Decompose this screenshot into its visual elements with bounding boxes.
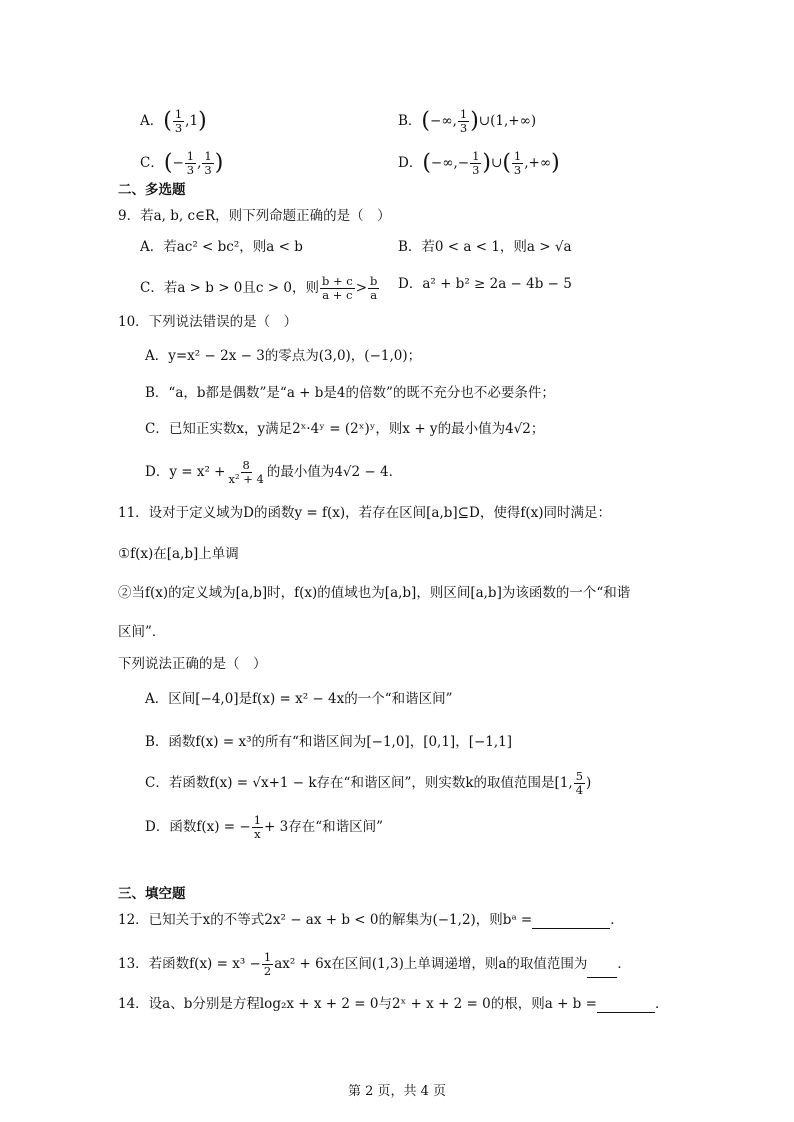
section-title-fill-in: 三、填空题 — [118, 886, 186, 902]
page-footer: 第 2 页，共 4 页 — [347, 1084, 447, 1099]
q9-option-b: B．若0 < a < 1，则a > √a — [398, 239, 572, 255]
fraction: $\frac{1}{3}$ — [204, 149, 212, 177]
q11-stem: 11．设对于定义域为D的函数y = f(x)，若存在区间[a,b]⊆D，使得f(x)同时满足： — [118, 505, 611, 521]
fraction: $\frac{1}{2}$ — [263, 950, 272, 978]
q11-option-c: C．若函数f(x) = √x+1 − k存在“和谐区间”，则实数k的取值范围是[1, $\frac{5}{4}$ ) — [145, 769, 592, 797]
q9-option-a: A．若ac² < bc²，则a < b — [140, 239, 303, 255]
fraction: $\frac{1}{3}$ — [186, 149, 195, 177]
q9-option-c: C．若a > b > 0且c > 0，则 $\frac{b + c}{a + c}$ > $\frac{b}{a}$ — [140, 274, 378, 302]
q10-stem: 10．下列说法错误的是（ ） — [118, 314, 298, 330]
q8-option-a: A．( $\frac{1}{3}$ ,1) — [140, 107, 207, 135]
fraction: $\frac{1}{3}$ — [472, 149, 480, 177]
fraction: $\frac{1}{3}$ — [513, 149, 522, 177]
fraction: $\frac{8}{\text{x² + 4}}$ — [228, 458, 264, 486]
q10-option-d: D．y = x² + $\frac{8}{\text{x² + 4}}$ 的最小值为4√2 − 4． — [145, 458, 403, 486]
answer-blank[interactable] — [587, 963, 617, 978]
q8-option-c: C．(− $\frac{1}{3}$ , $\frac{1}{3}$ ) — [140, 149, 224, 177]
answer-blank[interactable] — [532, 914, 610, 929]
q13: 13．若函数f(x) = x³ − $\frac{1}{2}$ ax² + 6x在区间(1,3)上单调递增，则a的取值范围为 ． — [118, 950, 631, 978]
q10-option-a: A．y=x² − 2x − 3的零点为(3,0)，(−1,0)； — [145, 348, 422, 364]
q8-option-b: B．(−∞, $\frac{1}{3}$ )∪(1,+∞) — [398, 107, 537, 135]
section-title-multiple-choice: 二、多选题 — [118, 182, 186, 198]
q11-condition-2-cont: 区间”． — [118, 624, 166, 640]
q9-stem: 9．若a, b, c∈R，则下列命题正确的是（ ） — [118, 208, 391, 224]
fraction: $\frac{5}{4}$ — [575, 769, 584, 797]
q11-option-a: A．区间[−4,0]是f(x) = x² − 4x的一个“和谐区间” — [145, 691, 453, 707]
q12: 12．已知关于x的不等式2x² − ax + b < 0的解集为(−1,2)，则bᵃ = ． — [118, 912, 624, 928]
q11-option-d: D．函数f(x) = − $\frac{1}{x}$ + 3存在“和谐区间” — [145, 813, 384, 841]
q10-option-b: B．“a，b都是偶数”是“a + b是4的倍数”的既不充分也不必要条件； — [145, 385, 555, 401]
q11-condition-1: ①f(x)在[a,b]上单调 — [118, 546, 239, 562]
q14: 14．设a、b分别是方程log₂x + x + 2 = 0与2ˣ + x + 2 = 0的根，则a + b = ． — [118, 996, 669, 1012]
q9-option-d: D．a² + b² ≥ 2a − 4b − 5 — [398, 276, 572, 292]
q11-condition-2: ②当f(x)的定义域为[a,b]时，f(x)的值域也为[a,b]，则区间[a,b]为该函数的一个“和谐 — [118, 585, 631, 601]
q11-ask: 下列说法正确的是（ ） — [118, 656, 267, 672]
answer-blank[interactable] — [597, 998, 655, 1013]
fraction: $\frac{b}{a}$ — [370, 274, 378, 302]
fraction: $\frac{1}{3}$ — [459, 107, 468, 135]
q10-option-c: C．已知正实数x，y满足2ˣ·4ʸ = (2ˣ)ʸ，则x + y的最小值为4√2； — [145, 421, 545, 437]
fraction: $\frac{1}{3}$ — [174, 107, 183, 135]
fraction: $\frac{1}{x}$ — [253, 813, 262, 841]
q8-option-d: D．(−∞,− $\frac{1}{3}$ )∪( $\frac{1}{3}$ ,+∞) — [398, 149, 560, 177]
q11-option-b: B．函数f(x) = x³的所有“和谐区间为[−1,0]，[0,1]，[−1,1] — [145, 734, 513, 750]
fraction: $\frac{b + c}{a + c}$ — [321, 274, 353, 302]
